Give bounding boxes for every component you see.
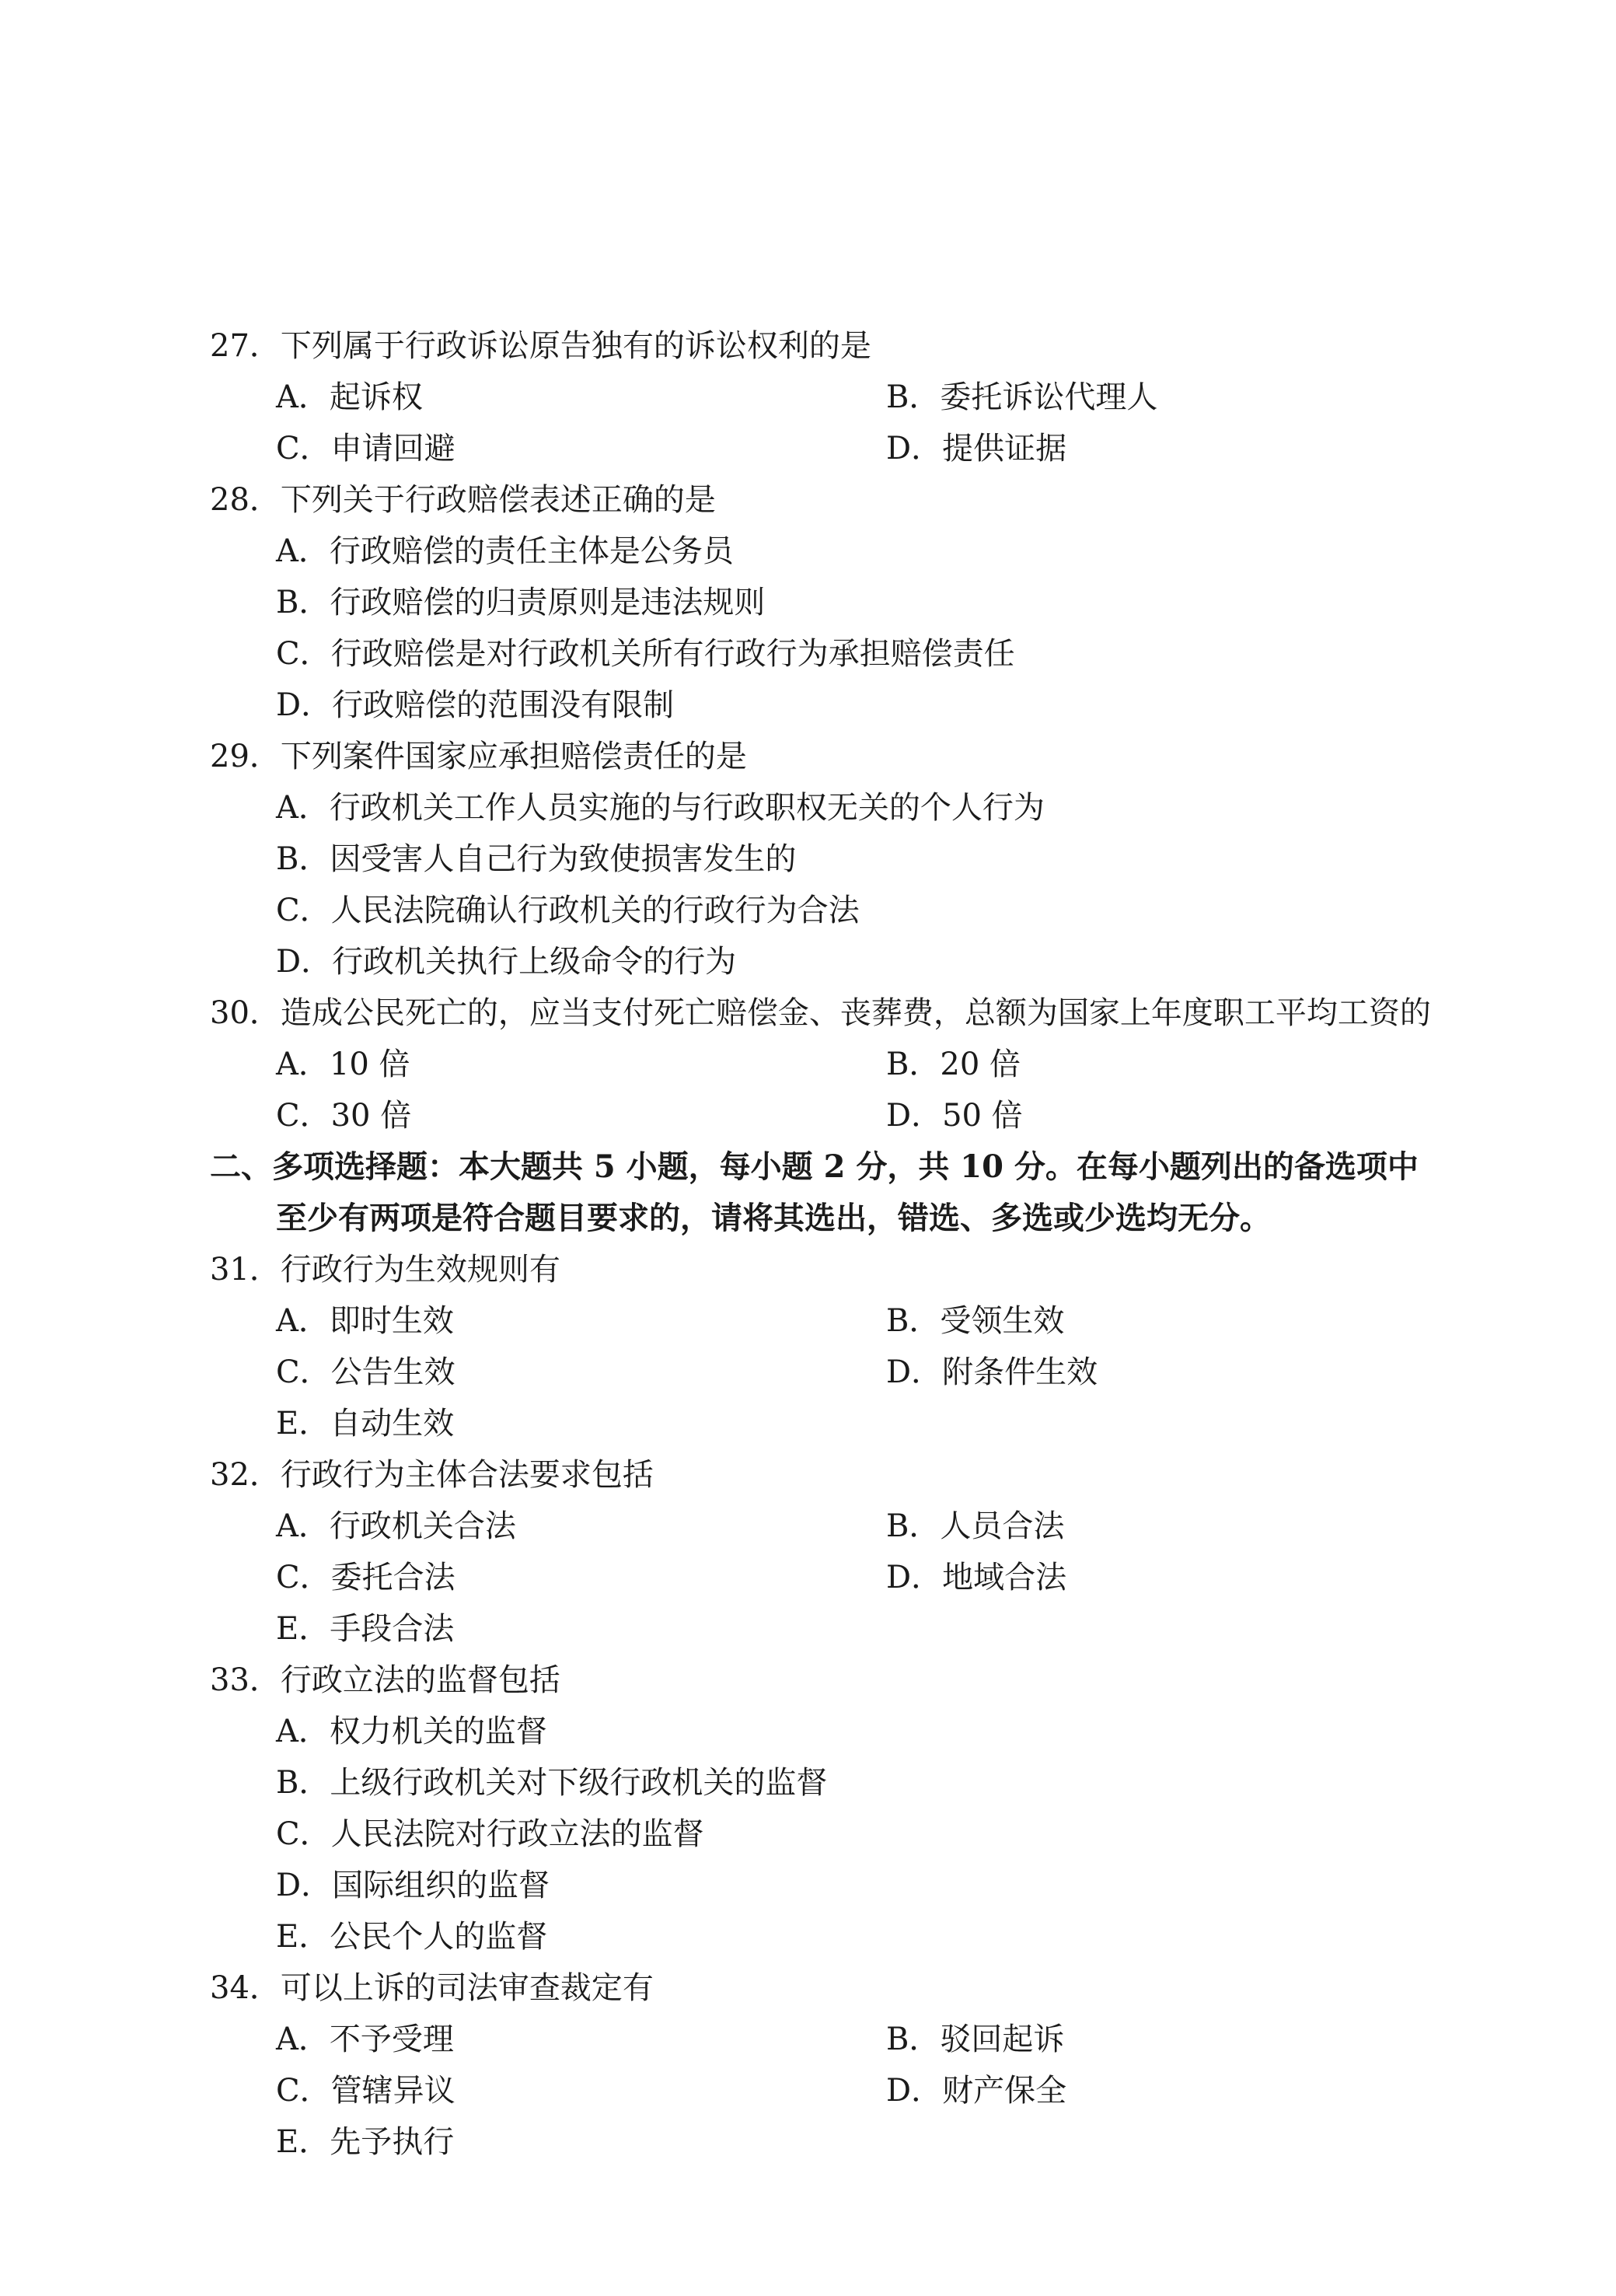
question-34-option-a: A．不予受理 [276, 2022, 454, 2057]
question-30-option-b: B．20 倍 [886, 1047, 1021, 1082]
question-32-option-c: C．委托合法 [276, 1560, 455, 1595]
question-34-option-e: E．先予执行 [276, 2124, 455, 2160]
question-32-option-b: B．人员合法 [886, 1508, 1065, 1544]
question-27-option-c: C．申请回避 [276, 431, 455, 467]
question-31-option-d: D．附条件生效 [886, 1354, 1098, 1390]
question-28-option-a: A．行政赔偿的责任主体是公务员 [276, 533, 734, 569]
question-33-stem: 33．行政立法的监督包括 [210, 1662, 560, 1698]
section-2-instructions: 至少有两项是符合题目要求的，请将其选出，错选、多选或少选均无分。 [276, 1200, 1271, 1236]
question-33-option-c: C．人民法院对行政立法的监督 [276, 1816, 704, 1852]
question-27-option-a: A．起诉权 [276, 379, 423, 415]
question-30-option-a: A．10 倍 [276, 1047, 410, 1082]
question-28-option-d: D．行政赔偿的范围没有限制 [276, 687, 675, 723]
question-33-option-b: B．上级行政机关对下级行政机关的监督 [276, 1765, 828, 1801]
question-34-stem: 34．可以上诉的司法审查裁定有 [210, 1970, 654, 2006]
question-29-option-c: C．人民法院确认行政机关的行政行为合法 [276, 893, 860, 928]
question-28-stem: 28．下列关于行政赔偿表述正确的是 [210, 482, 716, 518]
question-33-option-a: A．权力机关的监督 [276, 1714, 547, 1749]
question-29-option-b: B．因受害人自己行为致使损害发生的 [276, 841, 797, 877]
question-29-option-d: D．行政机关执行上级命令的行为 [276, 944, 737, 980]
question-29-stem: 29．下列案件国家应承担赔偿责任的是 [210, 739, 747, 774]
question-32-option-a: A．行政机关合法 [276, 1508, 516, 1544]
question-31-option-a: A．即时生效 [276, 1303, 454, 1339]
question-31-option-b: B．受领生效 [886, 1303, 1065, 1339]
question-34-option-d: D．财产保全 [886, 2073, 1067, 2109]
question-34-option-b: B．驳回起诉 [886, 2022, 1065, 2057]
question-27-option-d: D．提供证据 [886, 431, 1067, 467]
question-33-option-e: E．公民个人的监督 [276, 1919, 548, 1955]
question-32-stem: 32．行政行为主体合法要求包括 [210, 1457, 654, 1493]
question-28-option-b: B．行政赔偿的归责原则是违法规则 [276, 585, 766, 620]
question-32-option-d: D．地域合法 [886, 1560, 1067, 1595]
question-32-option-e: E．手段合法 [276, 1611, 455, 1647]
question-29-option-a: A．行政机关工作人员实施的与行政职权无关的个人行为 [276, 790, 1045, 826]
question-31-option-c: C．公告生效 [276, 1354, 455, 1390]
question-33-option-d: D．国际组织的监督 [276, 1868, 550, 1903]
question-30-option-c: C．30 倍 [276, 1098, 412, 1134]
question-27-option-b: B．委托诉讼代理人 [886, 379, 1158, 415]
question-34-option-c: C．管辖异议 [276, 2073, 455, 2109]
question-30-option-d: D．50 倍 [886, 1098, 1023, 1134]
question-31-option-e: E．自动生效 [276, 1406, 455, 1442]
section-2-heading: 二、多项选择题：本大题共 5 小题，每小题 2 分，共 10 分。在每小题列出的备选项中 [210, 1148, 1419, 1185]
question-30-stem: 30．造成公民死亡的，应当支付死亡赔偿金、丧葬费，总额为国家上年度职工平均工资的 [210, 995, 1431, 1031]
question-28-option-c: C．行政赔偿是对行政机关所有行政行为承担赔偿责任 [276, 636, 1015, 672]
question-31-stem: 31．行政行为生效规则有 [210, 1252, 560, 1288]
question-27-stem: 27．下列属于行政诉讼原告独有的诉讼权利的是 [210, 328, 871, 364]
